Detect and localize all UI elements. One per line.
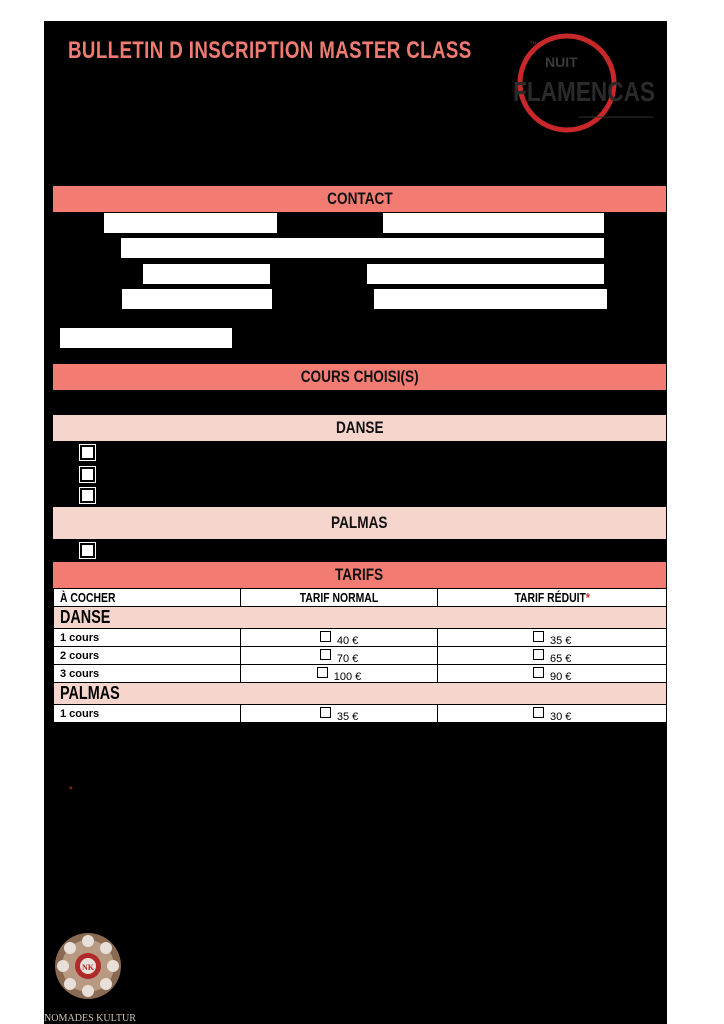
checkbox-dance-2-normal[interactable] — [320, 649, 331, 660]
palmas-checkbox-1[interactable] — [80, 543, 95, 558]
svg-text:NK: NK — [82, 963, 94, 972]
dance-section-row: DANSE — [54, 607, 667, 629]
table-row: 3 cours 100 € 90 € — [54, 665, 667, 683]
contact-field-1[interactable] — [104, 213, 277, 233]
col-select: À COCHER — [60, 590, 116, 605]
logo-text: FLAMENCAS — [513, 76, 655, 107]
nomades-kultur-text: NOMADES KULTUR — [44, 1013, 137, 1024]
flamencas-logo — [509, 27, 657, 137]
dance-checkbox-1[interactable] — [80, 445, 95, 460]
svg-text:NUIT: NUIT — [545, 54, 578, 70]
footnote-mark: * — [69, 785, 73, 796]
courses-header: COURS CHOISI(S) — [53, 364, 666, 390]
contact-field-4[interactable] — [143, 264, 270, 284]
dance-checkbox-2[interactable] — [80, 467, 95, 482]
nomades-kultur-logo — [44, 926, 139, 1024]
col-normal: TARIF NORMAL — [299, 590, 379, 605]
tarifs-header: TARIFS — [53, 562, 666, 588]
dance-header: DANSE — [53, 415, 666, 441]
form-page — [44, 21, 667, 1024]
col-reduced: TARIF RÉDUIT — [514, 590, 586, 605]
contact-field-2[interactable] — [383, 213, 604, 233]
dance-checkbox-3[interactable] — [80, 488, 95, 503]
table-row: 1 cours 40 € 35 € — [54, 629, 667, 647]
svg-text:™: ™ — [529, 40, 537, 49]
checkbox-palmas-1-reduced[interactable] — [533, 707, 544, 718]
contact-field-7[interactable] — [374, 289, 607, 309]
tarifs-header-row — [54, 589, 667, 607]
contact-field-8[interactable] — [60, 328, 232, 348]
checkbox-palmas-1-normal[interactable] — [320, 707, 331, 718]
contact-field-6[interactable] — [122, 289, 272, 309]
checkbox-dance-3-reduced[interactable] — [533, 667, 544, 678]
contact-header: CONTACT — [53, 186, 666, 212]
table-row: 2 cours 70 € 65 € — [54, 647, 667, 665]
reduced-mark: * — [585, 590, 590, 605]
table-row: 1 cours 35 € 30 € — [54, 705, 667, 723]
contact-field-5[interactable] — [367, 264, 604, 284]
checkbox-dance-2-reduced[interactable] — [533, 649, 544, 660]
checkbox-dance-3-normal[interactable] — [317, 667, 328, 678]
checkbox-dance-1-reduced[interactable] — [533, 631, 544, 642]
checkbox-dance-1-normal[interactable] — [320, 631, 331, 642]
palmas-header: PALMAS — [53, 507, 666, 539]
form-title: BULLETIN D INSCRIPTION MASTER CLASS — [68, 37, 472, 64]
palmas-section-row: PALMAS — [54, 683, 667, 705]
tarifs-table — [53, 588, 667, 723]
contact-field-3[interactable] — [121, 238, 604, 258]
